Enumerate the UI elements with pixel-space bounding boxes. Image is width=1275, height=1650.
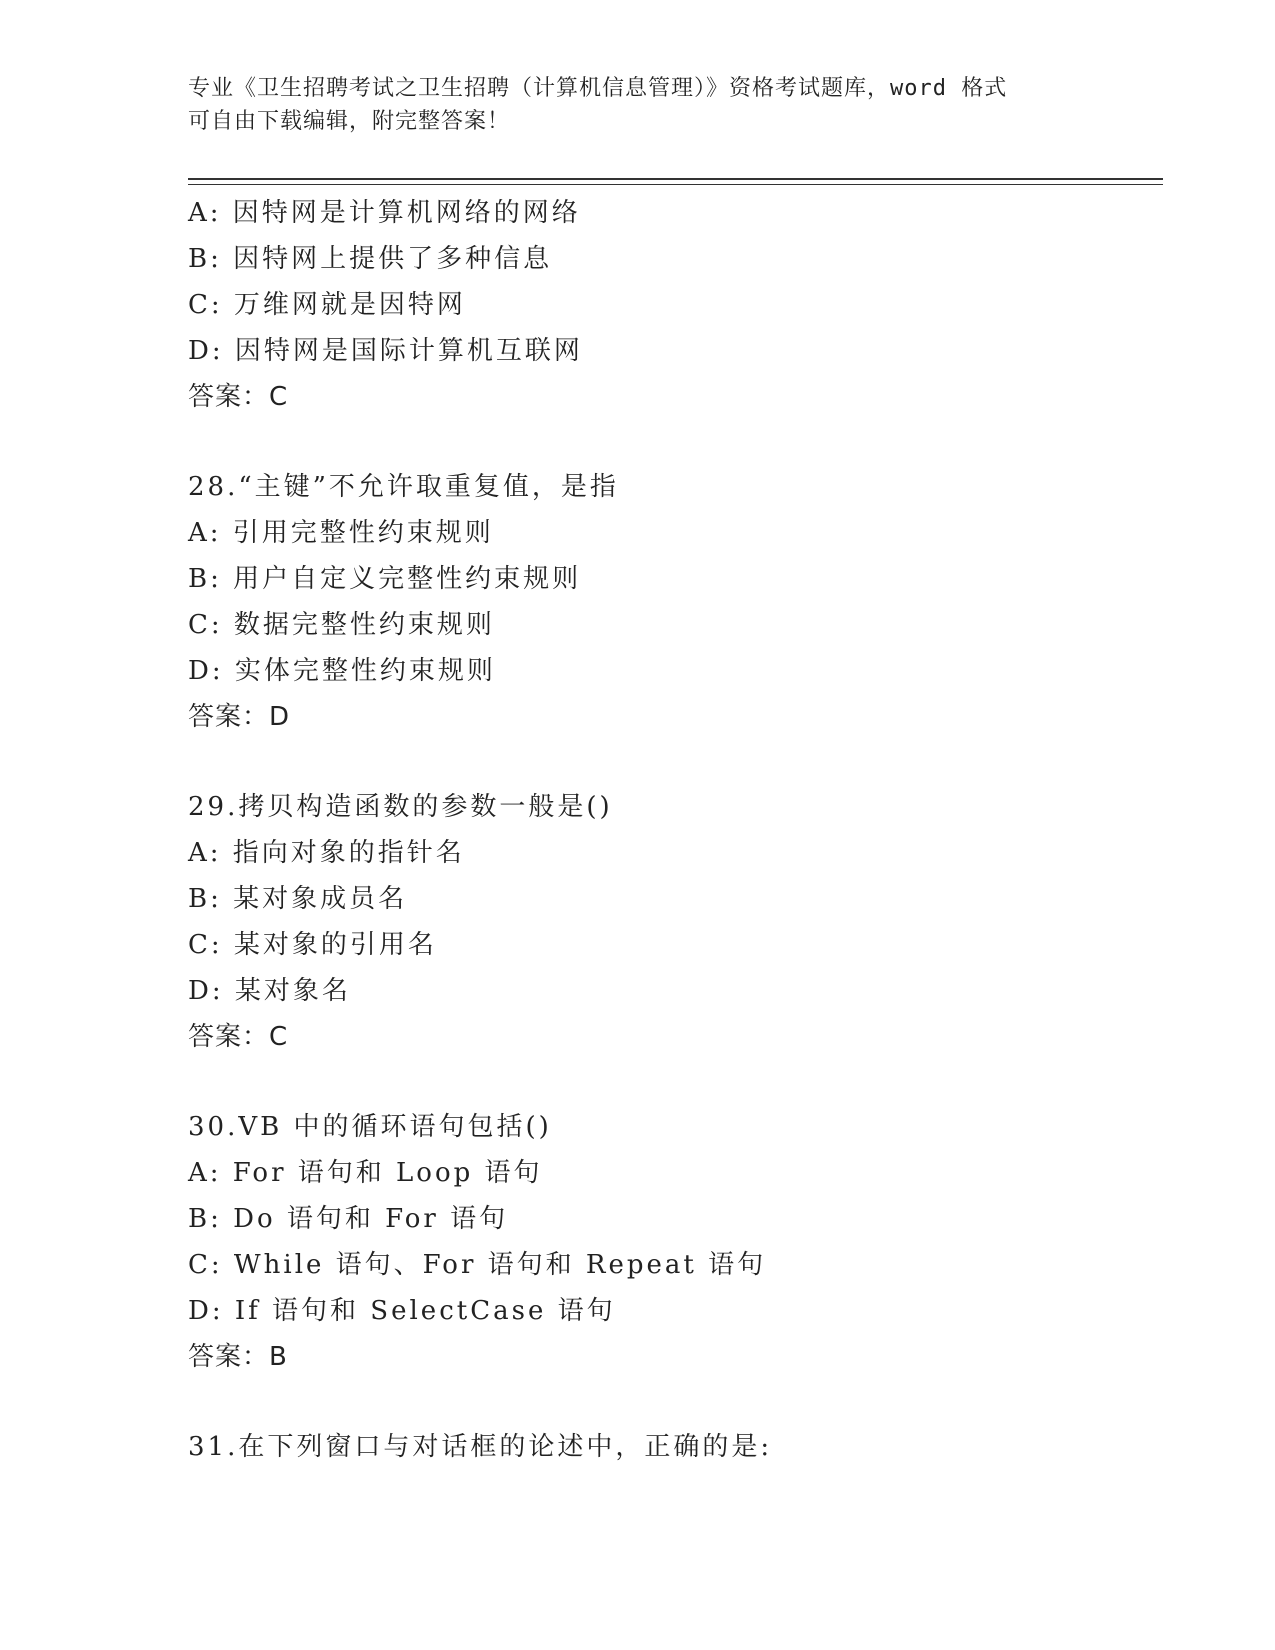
option-b: B: 因特网上提供了多种信息 [188,244,553,274]
option-b: B: Do 语句和 For 语句 [188,1204,509,1234]
question-block-29 [188,784,1148,1060]
question-text: 28.“主键”不允许取重复值，是指 [188,472,619,502]
option-d: D: If 语句和 SelectCase 语句 [188,1296,616,1326]
answer-line: 答案：B [188,1342,288,1372]
header-line-1: 专业《卫生招聘考试之卫生招聘（计算机信息管理）》资格考试题库，word 格式 [188,76,1008,101]
answer-line: 答案：D [188,702,291,732]
answer-line: 答案：C [188,1022,289,1052]
option-a: A: 因特网是计算机网络的网络 [188,198,581,228]
option-a: A: 引用完整性约束规则 [188,518,494,548]
question-list [188,190,1148,1470]
header-divider-thin [188,184,1163,185]
option-d: D: 因特网是国际计算机互联网 [188,336,583,366]
question-block-28 [188,464,1148,740]
block-spacer [188,740,1148,784]
question-text: 30.VB 中的循环语句包括() [188,1112,552,1142]
option-d: D: 实体完整性约束规则 [188,656,496,686]
option-c: C: 数据完整性约束规则 [188,610,495,640]
option-b: B: 用户自定义完整性约束规则 [188,564,582,594]
answer-line: 答案：C [188,382,289,412]
question-block-30 [188,1104,1148,1380]
option-a: A: For 语句和 Loop 语句 [188,1158,543,1188]
option-d: D: 某对象名 [188,976,351,1006]
option-a: A: 指向对象的指针名 [188,838,465,868]
question-text: 31.在下列窗口与对话框的论述中，正确的是: [188,1432,773,1462]
question-block-27 [188,190,1148,420]
block-spacer [188,1380,1148,1424]
option-c: C: 万维网就是因特网 [188,290,466,320]
block-spacer [188,1060,1148,1104]
header-line-2: 可自由下载编辑，附完整答案！ [188,109,511,134]
question-text: 29.拷贝构造函数的参数一般是() [188,792,613,822]
option-c: C: 某对象的引用名 [188,930,437,960]
option-c: C: While 语句、For 语句和 Repeat 语句 [188,1250,767,1280]
document-header [188,72,1068,138]
option-b: B: 某对象成员名 [188,884,408,914]
header-divider-thick [188,178,1163,180]
block-spacer [188,420,1148,464]
question-block-31 [188,1424,1148,1470]
